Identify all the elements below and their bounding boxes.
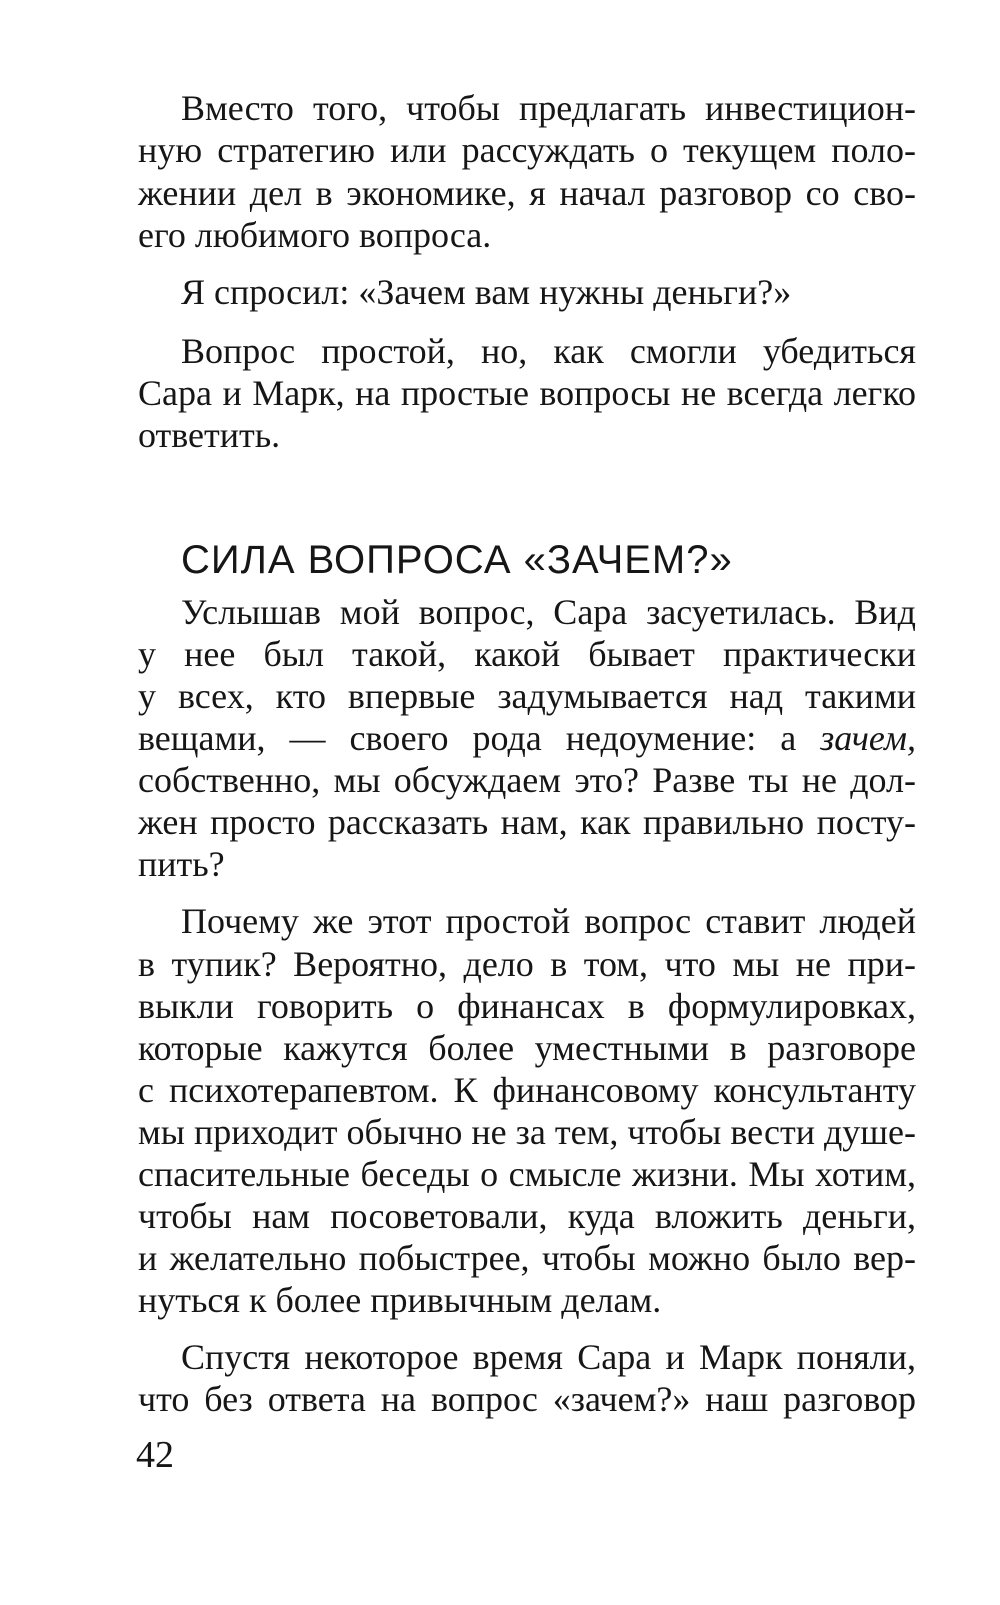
text-line: Спустя некоторое время Сара и Марк поняли,	[181, 1337, 916, 1377]
section-heading: СИЛА ВОПРОСА «ЗАЧЕМ?»	[181, 538, 733, 582]
text-line: и желательно побыстрее, чтобы можно было вер-	[138, 1238, 916, 1278]
text-line: с психотерапевтом. К финансовому консультанту	[138, 1070, 916, 1110]
text-segment: вещами, — своего рода недоумение: а	[138, 718, 797, 758]
emphasized-word: зачем,	[820, 718, 916, 758]
text-line: Вместо того, чтобы предлагать инвестицион-	[181, 88, 916, 128]
text-line: ную стратегию или рассуждать о текущем поло-	[138, 130, 916, 170]
text-line: жен просто рассказать нам, как правильно посту-	[138, 802, 916, 842]
text-line: Сара и Марк, на простые вопросы не всегда легко	[138, 373, 916, 413]
text-line: у всех, кто впервые задумывается над такими	[138, 676, 916, 716]
text-line: у нее был такой, какой бывает практически	[138, 634, 916, 674]
text-line: которые кажутся более уместными в разговоре	[138, 1028, 916, 1068]
text-line: Вопрос простой, но, как смогли убедиться	[181, 331, 916, 371]
text-line: чтобы нам посоветовали, куда вложить деньги,	[138, 1196, 916, 1236]
text-line: Я спросил: «Зачем вам нужны деньги?»	[181, 272, 792, 312]
page-number: 42	[136, 1434, 174, 1476]
text-line: выкли говорить о финансах в формулировках,	[138, 986, 916, 1026]
text-line: жении дел в экономике, я начал разговор со сво-	[138, 173, 916, 213]
text-line: собственно, мы обсуждаем это? Разве ты не дол-	[138, 760, 916, 800]
text-line: что без ответа на вопрос «зачем?» наш разговор	[138, 1379, 916, 1419]
text-line: в тупик? Вероятно, дело в том, что мы не при-	[138, 944, 916, 984]
text-line: его любимого вопроса.	[138, 215, 492, 255]
text-line: Почему же этот простой вопрос ставит людей	[181, 901, 916, 941]
text-line: спасительные беседы о смысле жизни. Мы хотим,	[138, 1154, 916, 1194]
text-line: мы приходит обычно не за тем, чтобы вести душе-	[138, 1112, 916, 1152]
text-line: нуться к более привычным делам.	[138, 1280, 662, 1320]
text-line: ответить.	[138, 415, 281, 455]
text-line: пить?	[138, 844, 225, 884]
text-line-with-emphasis	[138, 717, 916, 759]
text-line: Услышав мой вопрос, Сара засуетилась. Вид	[181, 592, 916, 632]
